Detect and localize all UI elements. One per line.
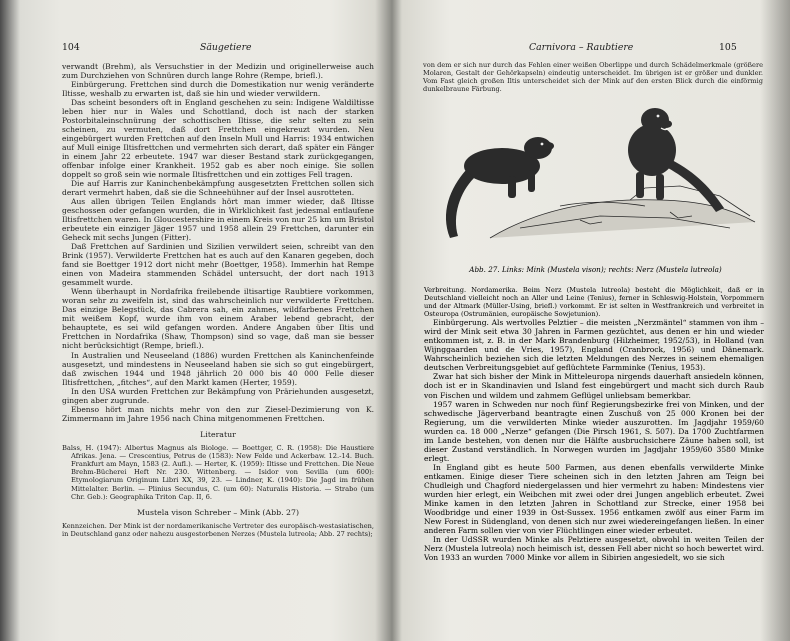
running-head-right: Carnivora – Raubtiere: [529, 42, 634, 53]
page-number-left: 104: [62, 42, 80, 53]
paragraph: Wenn überhaupt in Nordafrika freilebende iltisartige Raubtiere vorkommen, woran sehr zu zweifeln ist, sind das wahrscheinlich nur verwilderte Frettchen. Das einzige Belegstück, das Cabrera sah, ein zahmes, wildfarbenes Frettchen mit weißem Kopf, wurde ihm von einem Araber lebend gebracht, der behauptete, es sei wild gefangen worden. Andere Angaben über Iltis und Frettchen in Nordafrika (Shaw, Thompson) sind so vage, daß man sie besser nicht berücksichtigt (Rempe, briefl.).: [62, 287, 374, 351]
paragraph: In der UdSSR wurden Minke als Pelztiere ausgesetzt, obwohl in weiten Teilen der Nerz (Mustela lutreola) noch heimisch ist, dessen Fell aber nicht so hoch bewertet wird. Von 1933 an wurden 7000 Minke vor allem in Sibirien angesiedelt, wo sie sich: [424, 534, 764, 562]
figure-mink-nerz: [430, 88, 760, 256]
page-number-right: 105: [719, 42, 737, 53]
paragraph: In den USA wurden Frettchen zur Bekämpfung von Präriehunden ausgesetzt, gingen aber zugrunde.: [62, 386, 374, 405]
paragraph: Aus allen übrigen Teilen Englands hört man immer wieder, daß Iltisse geschossen oder gefangen wurden, die in Wirklichkeit fast jedesmal entlaufene Iltisfrettchen waren. In Gloucestershire in einem Kreis von nur 25 km um Bristol erbeutete ein einziger Jäger 1957 und 1958 allein 29 Frettchen, darunter ein Geheck mit sechs Jungen (Fitter).: [62, 197, 374, 243]
species-intro: Kennzeichen. Der Mink ist der nordamerikanische Vertreter des europäisch-westasiatischen, in Deutschland ganz oder nahezu ausgestorbenen Nerzes (Mustela lutreola; Abb. 27 rechts);: [62, 522, 374, 539]
paragraph: verwandt (Brehm), als Versuchstier in der Medizin und originellerweise auch zum Durchziehen von Schnüren durch lange Rohre (Rempe, briefl.).: [62, 62, 374, 81]
paragraph: von dem er sich nur durch das Fehlen einer weißen Oberlippe und durch Schädelmerkmale (größere Molaren, Gestalt der Gehörkapseln) eindeutig unterscheidet. Im übrigen ist er größer und dunkler. Vom Fast gleich großen Iltis unterscheidet sich der Mink auf den ersten Blick durch die einförmig dunkelbraune Färbung.: [423, 61, 763, 94]
nerz-illustration: [628, 108, 724, 212]
paragraph: Das scheint besonders oft in England geschehen zu sein: Indigene Waldiltisse leben hier nur in Wales und Schottland, doch ist nach der starken Postorbitaleinschnürung der schottischen Iltisse, die sehr selten zu sein scheinen, zu vermuten, daß dort Frettchen eingekreuzt wurden. Neu eingebürgert wurden Frettchen auf den Inseln Mull und Harris: 1934 entwichen auf Mull einige Iltisfrettchen und vermehrten sich derart, daß später ein Fänger in einem Jahr 22 erbeutete. 1947 war dieser Bestand stark zurückgegangen, offenbar infolge einer Krankheit. 1952 gab es aber noch einige. Sie sollen doppelt so groß sein wie normale Iltisfrettchen und ein zottiges Fell tragen.: [62, 98, 374, 180]
rock-illustration: [490, 186, 755, 238]
paragraph: Ebenso hört man nichts mehr von den zur Ziesel-Dezimierung von K. Zimmermann im Jahre 1956 nach China mitgenommenen Frettchen.: [62, 404, 374, 423]
paragraph: In Australien und Neuseeland (1886) wurden Frettchen als Kaninchenfeinde ausgesetzt, und mindestens in Neuseeland haben sie sich so gut eingebürgert, daß zwischen 1944 und 1948 jährlich 20 000 bis 40 000 Felle dieser Iltisfrettchen, „fitches“, auf den Markt kamen (Herter, 1959).: [62, 350, 374, 387]
paragraph: Daß Frettchen auf Sardinien und Sizilien verwildert seien, schreibt van den Brink (1957). Verwilderte Frettchen hat es auch auf den Kanaren gegeben, doch fand sie Boettger 1912 dort nicht mehr (Boettger, 1958). Immerhin hat Rempe einen von Madeira stammenden Schädel untersucht, der dort nach 1913 gesammelt wurde.: [62, 242, 374, 288]
paragraph: 1957 waren in Schweden nur noch fünf Regierungsbezirke frei von Minken, und der schwedische Jägerverband beantragte einen Zuschuß von 25 000 Kronen bei der Regierung, um die verwilderten Minke wieder auszurotten. Im Jagdjahr 1959/60 wurden ca. 18 000 „Nerze“ gefangen (Die Pirsch 1961, S. 507). Da 1700 Zuchtfarmen im Lande bestehen, von denen nur die Hälfte ausbruchsichere Zäune haben soll, ist dieser Zustand verständlich. In Norwegen wurden im Jagdjahr 1959/60 3580 Minke erlegt.: [424, 399, 764, 463]
literature-text: Balss, H. (1947): Albertus Magnus als Biologe. — Boettger, C. R. (1958): Die Haustiere Afrikas. Jena. — Crescentius, Petrus de (1583): New Felde und Ackerbaw. 12.-14. Buch. Frankfurt am Mayn, 1583 (2. Aufl.). — Herter, K. (1959): Iltisse und Frettchen. Die Neue Brehm-Bücherei Heft Nr. 230. Wittenberg. — Isidor von Sevilla (um 600): Etymologiarum Originum Libri XX, 39, 23. — Lindner, K. (1940): Die Jagd im frühen Mittelalter. Berlin. — Plinius Secundus, C. (um 60): Naturalis Historia. — Strabo (um Chr. Geb.): Geographika Triton Cap. II, 6.: [62, 443, 374, 501]
left-text-column: [62, 62, 374, 538]
paragraph: Einbürgerung. Frettchen sind durch die Domestikation nur wenig veränderte Iltisse, weshalb zu erwarten ist, daß sie hin und wieder verwildern.: [62, 80, 374, 99]
paragraph: Einbürgerung. Als wertvolles Pelztier – die meisten „Nerzmäntel“ stammen von ihm – wird der Mink seit etwa 30 Jahren in Farmen gezüchtet, aus denen er hin und wieder entkommen ist, z. B. in der Mark Brandenburg (Hilzheimer, 1952/53), in Holland (van Wijnggaarden und de Vries, 1957), England (Cranbrock, 1956) und Dänemark. Wahrscheinlich beziehen sich die letzten Meldungen des Nerzes in seinem ehemaligen deutschen Verbreitungsgebiet auf geflüchtete Farmminke (Tenius, 1953).: [424, 318, 764, 373]
literature-heading: Literatur: [200, 429, 236, 439]
figure-caption: Abb. 27. Links: Mink (Mustela vison); rechts: Nerz (Mustela lutreola): [469, 265, 722, 274]
running-head-left: Säugetiere: [200, 42, 252, 53]
paragraph: Zwar hat sich bisher der Mink in Mitteleuropa nirgends dauerhaft ansiedeln können, doch ist er in Skandinavien und Island fest eingebürgert und macht sich durch Raub von Fischen und wildem und zahmem Geflügel unliebsam bemerkbar.: [424, 372, 764, 400]
paragraph: Die auf Harris zur Kaninchenbekämpfung ausgesetzten Frettchen sollen sich derart vermehrt haben, daß sie die Schneehühner auf der Insel ausrotteten.: [62, 179, 374, 198]
literature-list: [62, 444, 374, 501]
distribution-paragraph: Verbreitung. Nordamerika. Beim Nerz (Mustela lutreola) besteht die Möglichkeit, daß er in Deutschland vielleicht noch an Aller und Leine (Tenius), ferner in Schleswig-Holstein, Vorpommern und der Altmark (Müller-Using, briefl.) vorkommt. Er ist selten in Westfrankreich und verbreitet in Osteuropa (Ostrumänien, europäische Sowjetunion).: [424, 286, 764, 319]
right-lower-text: [424, 286, 764, 562]
paragraph: In England gibt es heute 500 Farmen, aus denen ebenfalls verwilderte Minke entkamen. Einige dieser Tiere scheinen sich in den letzten Jahren am Teign bei Chudleigh und Chagford niedergelassen und hier vermehrt zu haben: Mindestens vier wurden hier erlegt, ein Weibchen mit zwei oder drei Jungen angeblich erbeutet. Zwei Minke kamen in den letzten Jahren in Schottland zur Strecke, einer 1958 bei Woodbridge und einer 1939 in Ost-Sussex. 1956 entkamen zwölf aus einer Farm im New Forest in Südengland, von denen sich nur zwei wiedereingefangen ließen. In einer anderen Farm sollen vier von vier Flüchtlingen einer wieder erbeutet.: [424, 462, 764, 535]
species-heading: Mustela vison Schreber – Mink (Abb. 27): [136, 508, 299, 518]
